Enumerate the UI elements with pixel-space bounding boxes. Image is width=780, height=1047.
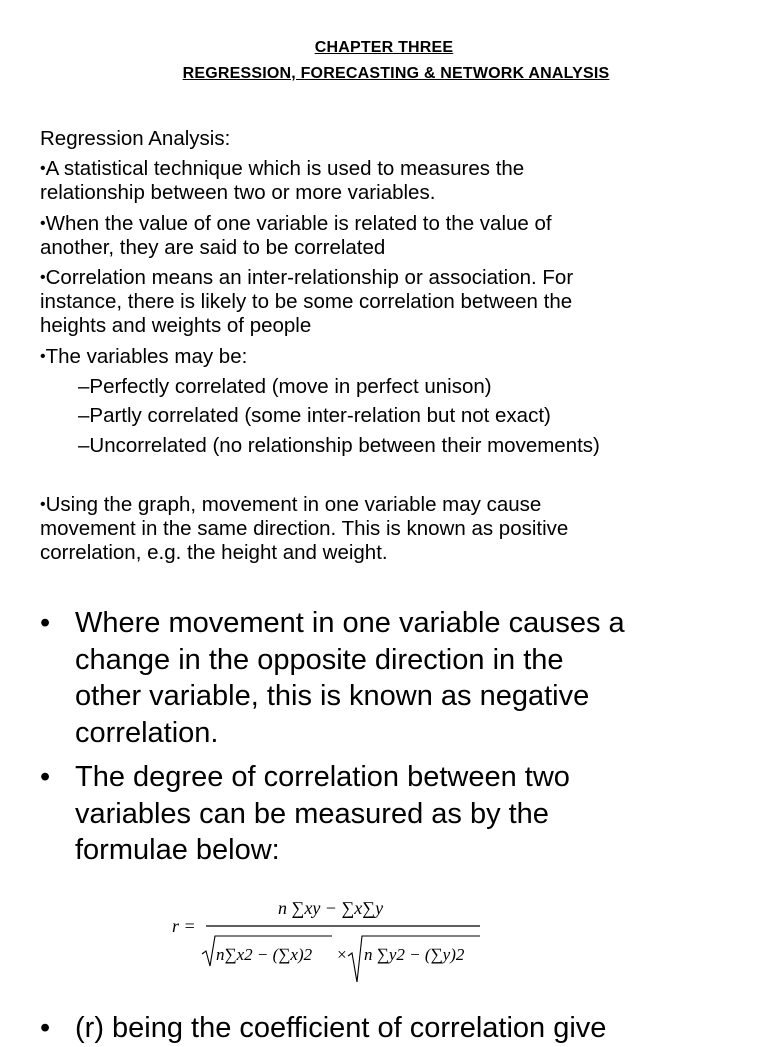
slide-bullet-2-line-1: The degree of correlation between two bbox=[75, 761, 570, 793]
sub-item-perfect: – Perfectly correlated (move in perfect unison) bbox=[78, 375, 492, 399]
sub-item-uncorrelated: – Uncorrelated (no relationship between their movements) bbox=[78, 434, 600, 458]
bullet-1-line-1: • A statistical technique which is used to measures the bbox=[40, 157, 524, 181]
formula-denominator-left: n∑x2 − (∑x)2 bbox=[216, 945, 313, 964]
slide-bullet-1-line-1: Where movement in one variable causes a bbox=[75, 607, 625, 639]
bullet-3-line-2: instance, there is likely to be some correlation between the bbox=[40, 290, 573, 313]
correlation-formula bbox=[168, 890, 488, 985]
bullet-2-line-2: another, they are said to be correlated bbox=[40, 236, 386, 259]
formula-numerator: n ∑xy − ∑x∑y bbox=[278, 898, 384, 918]
slide-bullet-1-line-3: other variable, this is known as negative bbox=[75, 680, 590, 712]
bullet-2-line-1: • When the value of one variable is related to the value of bbox=[40, 212, 552, 236]
slide-bullet-2-line-2: variables can be measured as by the bbox=[75, 797, 549, 830]
bullet-4-line-1: • The variables may be: bbox=[40, 345, 247, 369]
chapter-subtitle: REGRESSION, FORECASTING & NETWORK ANALYSIS bbox=[182, 65, 610, 82]
bullet-dot: • bbox=[40, 1012, 51, 1044]
section-heading: Regression Analysis: bbox=[40, 127, 231, 150]
slide-bullet-3-line-1: (r) being the coefficient of correlation give bbox=[75, 1012, 607, 1044]
bullet-1-line-2: relationship between two or more variables. bbox=[40, 181, 436, 204]
bullet-3-line-1: • Correlation means an inter-relationship or association. For bbox=[40, 266, 573, 290]
chapter-title: CHAPTER THREE bbox=[314, 39, 454, 56]
graph-bullet-line-2: movement in the same direction. This is known as positive bbox=[40, 517, 569, 540]
bullet-3-line-3: heights and weights of people bbox=[40, 314, 312, 337]
bullet-dot: • bbox=[40, 761, 51, 793]
formula-times: × bbox=[336, 945, 348, 964]
formula-lhs: r = bbox=[172, 916, 196, 936]
sub-item-partly: – Partly correlated (some inter-relation but not exact) bbox=[78, 404, 551, 428]
slide-bullet-1-line-4: correlation. bbox=[75, 716, 219, 749]
graph-bullet-line-1: • Using the graph, movement in one variable may cause bbox=[40, 493, 541, 517]
bullet-dot: • bbox=[40, 607, 51, 639]
slide-bullet-1-line-2: change in the opposite direction in the bbox=[75, 643, 564, 676]
slide-bullet-2-line-3: formulae below: bbox=[75, 834, 280, 866]
formula-denominator-right: n ∑y2 − (∑y)2 bbox=[364, 945, 465, 964]
cut-off-area bbox=[0, 1000, 768, 1044]
graph-bullet-line-3: correlation, e.g. the height and weight. bbox=[40, 541, 388, 564]
